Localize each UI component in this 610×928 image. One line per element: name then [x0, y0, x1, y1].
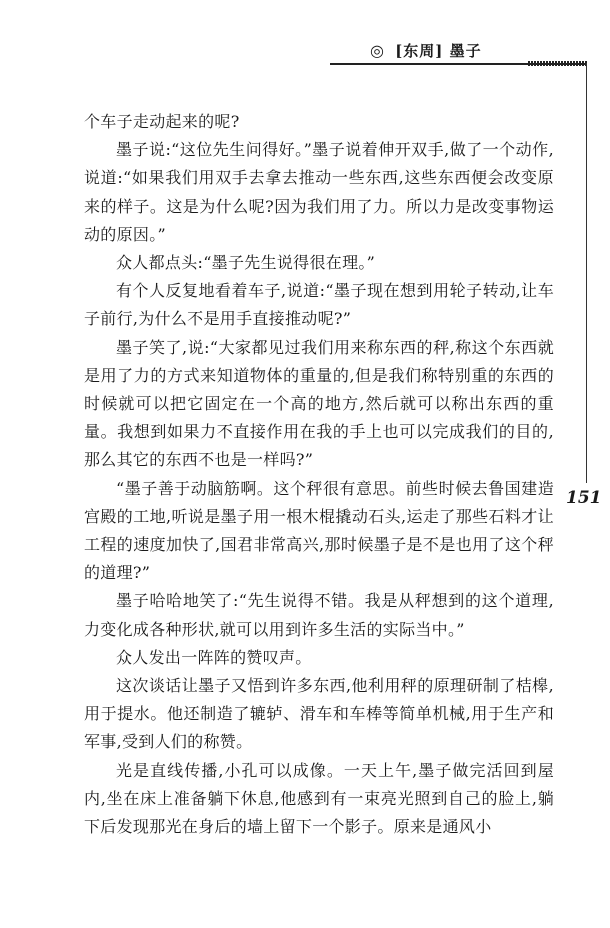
header-rule-ornament: [528, 61, 587, 66]
paragraph: 墨子笑了,说:“大家都见过我们用来称东西的秤,称这个东西就是用了力的方式来知道物体的重量的,但是我们称特别重的东西的时候就可以把它固定在一个高的地方,然后就可以称出东西的重量。我想到如果力不直接作用在我的手上也可以完成我们的目的,那么其它的东西不也是一样吗?”: [84, 337, 554, 470]
page-body: [84, 108, 554, 841]
paragraph: 有个人反复地看着车子,说道:“墨子现在想到用轮子转动,让车子前行,为什么不是用手直接推动呢?”: [84, 281, 554, 329]
paragraph: 墨子哈哈地笑了:“先生说得不错。我是从秤想到的这个道理,力变化成各种形状,就可以用到许多生活的实际当中。”: [84, 591, 554, 639]
paragraph: 墨子说:“这位先生问得好。”墨子说着伸开双手,做了一个动作,说道:“如果我们用双手去拿去推动一些东西,这些东西便会改变原来的样子。这是为什么呢?因为我们用了力。所以力是改变事物运动的原因。”: [84, 140, 554, 244]
header-section: [东周]: [395, 42, 444, 60]
running-header: [370, 40, 482, 61]
paragraph: 光是直线传播,小孔可以成像。一天上午,墨子做完活回到屋内,坐在床上准备躺下休息,他感到有一束亮光照到自己的脸上,躺下后发现那光在身后的墙上留下一个影子。原来是通风小: [84, 760, 554, 837]
paragraph: 个车子走动起来的呢?: [84, 112, 240, 131]
paragraph: 众人都点头:“墨子先生说得很在理。”: [116, 253, 376, 273]
page-number: 151: [566, 488, 602, 508]
paragraph: 这次谈话让墨子又悟到许多东西,他利用秤的原理研制了桔槔,用于提水。他还制造了辘轳、滑车和车棒等简单机械,用于生产和军事,受到人们的称赞。: [84, 676, 554, 752]
margin-rule: [586, 63, 587, 483]
paragraph: 众人发出一阵阵的赞叹声。: [116, 647, 312, 667]
circle-mark-icon: ◎: [370, 41, 385, 60]
header-title: 墨子: [449, 42, 482, 60]
paragraph: “墨子善于动脑筋啊。这个秤很有意思。前些时候去鲁国建造宫殿的工地,听说是墨子用一根木棍撬动石头,运走了那些石料才让工程的速度加快了,国君非常高兴,那时候墨子是不是也用了这个秤的道理?”: [84, 478, 554, 583]
